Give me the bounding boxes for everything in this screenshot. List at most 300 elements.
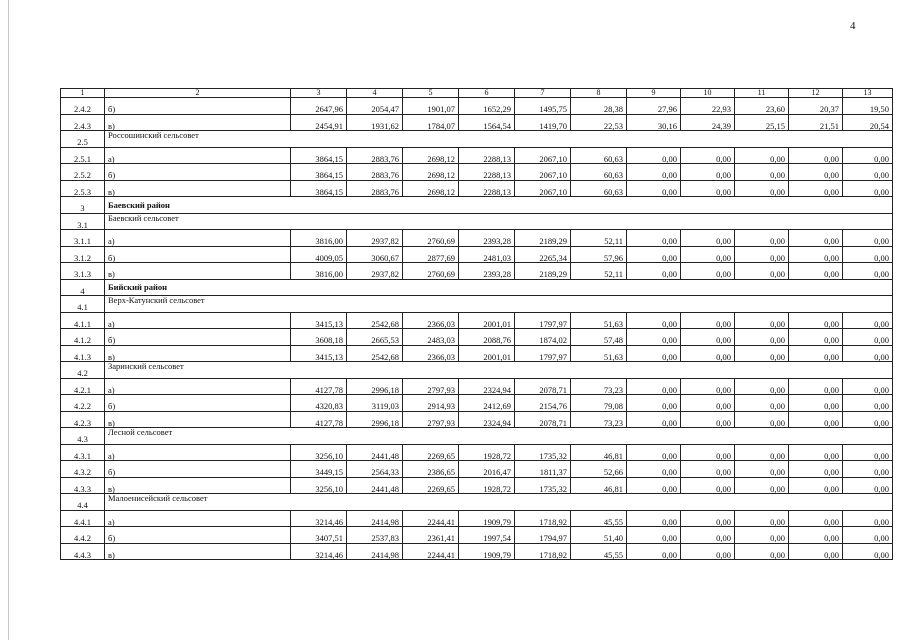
row-variant: а) [105, 147, 291, 164]
table-row [61, 246, 893, 263]
council-title: Верх-Катунский сельсовет [105, 296, 893, 313]
value-cell: 60,63 [571, 164, 627, 181]
value-cell: 0,00 [627, 378, 681, 395]
row-code: 4.3.1 [61, 444, 105, 461]
value-cell: 52,66 [571, 461, 627, 478]
value-cell: 0,00 [735, 164, 789, 181]
value-cell: 1718,92 [515, 510, 571, 527]
value-cell: 0,00 [843, 164, 893, 181]
value-cell: 3119,03 [347, 395, 403, 412]
row-variant: б) [105, 395, 291, 412]
table-row [61, 329, 893, 346]
value-cell: 2288,13 [459, 180, 515, 197]
value-cell: 0,00 [843, 461, 893, 478]
row-code: 3.1 [61, 213, 105, 230]
value-cell: 2324,94 [459, 411, 515, 428]
row-code: 2.5.2 [61, 164, 105, 181]
value-cell: 0,00 [735, 263, 789, 280]
value-cell: 3864,15 [291, 180, 347, 197]
value-cell: 2760,69 [403, 263, 459, 280]
council-heading-row [61, 428, 893, 445]
district-heading-row [61, 197, 893, 214]
value-cell: 0,00 [843, 543, 893, 560]
table-row [61, 230, 893, 247]
table-row [61, 444, 893, 461]
value-cell: 1564,54 [459, 114, 515, 131]
value-cell: 0,00 [627, 477, 681, 494]
row-code: 2.5.1 [61, 147, 105, 164]
district-title: Бийский район [105, 279, 893, 296]
value-cell: 0,00 [681, 329, 735, 346]
value-cell: 2542,68 [347, 312, 403, 329]
value-cell: 1909,79 [459, 510, 515, 527]
row-code: 2.4.2 [61, 98, 105, 115]
value-cell: 2797,93 [403, 411, 459, 428]
value-cell: 1901,07 [403, 98, 459, 115]
row-code: 4.1.1 [61, 312, 105, 329]
value-cell: 28,38 [571, 98, 627, 115]
value-cell: 2244,41 [403, 543, 459, 560]
value-cell: 0,00 [843, 180, 893, 197]
value-cell: 0,00 [789, 230, 843, 247]
column-number-2: 2 [105, 89, 291, 98]
row-code: 4.2 [61, 362, 105, 379]
value-cell: 0,00 [843, 444, 893, 461]
value-cell: 0,00 [789, 461, 843, 478]
value-cell: 2564,33 [347, 461, 403, 478]
value-cell: 0,00 [735, 312, 789, 329]
value-cell: 2937,82 [347, 230, 403, 247]
value-cell: 46,81 [571, 444, 627, 461]
row-code: 4.1.3 [61, 345, 105, 362]
column-number-11: 11 [735, 89, 789, 98]
value-cell: 0,00 [735, 147, 789, 164]
value-cell: 2483,03 [403, 329, 459, 346]
value-cell: 0,00 [789, 543, 843, 560]
row-variant: в) [105, 263, 291, 280]
table-row [61, 180, 893, 197]
table-row [61, 147, 893, 164]
value-cell: 1928,72 [459, 444, 515, 461]
value-cell: 51,63 [571, 345, 627, 362]
table-row [61, 378, 893, 395]
value-cell: 1797,97 [515, 345, 571, 362]
value-cell: 0,00 [627, 543, 681, 560]
value-cell: 2393,28 [459, 263, 515, 280]
value-cell: 1997,54 [459, 527, 515, 544]
row-code: 4 [61, 279, 105, 296]
value-cell: 0,00 [681, 164, 735, 181]
row-variant: б) [105, 329, 291, 346]
column-number-9: 9 [627, 89, 681, 98]
value-cell: 1928,72 [459, 477, 515, 494]
value-cell: 0,00 [843, 230, 893, 247]
value-cell: 2797,93 [403, 378, 459, 395]
value-cell: 0,00 [735, 444, 789, 461]
district-heading-row [61, 279, 893, 296]
value-cell: 73,23 [571, 378, 627, 395]
value-cell: 25,15 [735, 114, 789, 131]
value-cell: 3256,10 [291, 444, 347, 461]
value-cell: 1735,32 [515, 444, 571, 461]
value-cell: 2078,71 [515, 411, 571, 428]
table-row [61, 461, 893, 478]
row-variant: а) [105, 230, 291, 247]
value-cell: 0,00 [789, 527, 843, 544]
value-cell: 3214,46 [291, 510, 347, 527]
row-code: 4.4.2 [61, 527, 105, 544]
table-row [61, 164, 893, 181]
column-number-1: 1 [61, 89, 105, 98]
value-cell: 2441,48 [347, 477, 403, 494]
value-cell: 2412,69 [459, 395, 515, 412]
value-cell: 0,00 [789, 164, 843, 181]
table-row [61, 98, 893, 115]
row-variant: в) [105, 411, 291, 428]
table-row [61, 114, 893, 131]
value-cell: 2441,48 [347, 444, 403, 461]
value-cell: 2883,76 [347, 164, 403, 181]
row-code: 4.4.3 [61, 543, 105, 560]
value-cell: 0,00 [735, 543, 789, 560]
value-cell: 0,00 [789, 312, 843, 329]
row-code: 4.4 [61, 494, 105, 511]
column-number-row [61, 89, 893, 98]
council-title: Малоенисейский сельсовет [105, 494, 893, 511]
value-cell: 0,00 [843, 147, 893, 164]
value-cell: 2454,91 [291, 114, 347, 131]
row-code: 3 [61, 197, 105, 214]
value-cell: 0,00 [843, 246, 893, 263]
value-cell: 2189,29 [515, 230, 571, 247]
value-cell: 3864,15 [291, 147, 347, 164]
table-row [61, 395, 893, 412]
value-cell: 1652,29 [459, 98, 515, 115]
value-cell: 0,00 [681, 395, 735, 412]
value-cell: 0,00 [681, 477, 735, 494]
value-cell: 0,00 [735, 180, 789, 197]
row-variant: в) [105, 180, 291, 197]
council-heading-row [61, 296, 893, 313]
value-cell: 2883,76 [347, 147, 403, 164]
value-cell: 3407,51 [291, 527, 347, 544]
value-cell: 2914,93 [403, 395, 459, 412]
value-cell: 0,00 [681, 444, 735, 461]
value-cell: 46,81 [571, 477, 627, 494]
value-cell: 0,00 [627, 147, 681, 164]
value-cell: 0,00 [627, 312, 681, 329]
column-number-12: 12 [789, 89, 843, 98]
value-cell: 0,00 [681, 147, 735, 164]
tariff-table [60, 88, 893, 560]
value-cell: 1931,62 [347, 114, 403, 131]
value-cell: 0,00 [843, 510, 893, 527]
value-cell: 20,54 [843, 114, 893, 131]
value-cell: 60,63 [571, 180, 627, 197]
council-heading-row [61, 213, 893, 230]
value-cell: 1909,79 [459, 543, 515, 560]
value-cell: 3864,15 [291, 164, 347, 181]
value-cell: 2665,53 [347, 329, 403, 346]
value-cell: 45,55 [571, 510, 627, 527]
value-cell: 24,39 [681, 114, 735, 131]
value-cell: 2001,01 [459, 312, 515, 329]
value-cell: 0,00 [627, 164, 681, 181]
value-cell: 0,00 [735, 329, 789, 346]
value-cell: 1735,32 [515, 477, 571, 494]
value-cell: 0,00 [843, 312, 893, 329]
value-cell: 0,00 [627, 395, 681, 412]
value-cell: 2265,34 [515, 246, 571, 263]
value-cell: 0,00 [789, 263, 843, 280]
column-number-8: 8 [571, 89, 627, 98]
row-code: 3.1.2 [61, 246, 105, 263]
value-cell: 2877,69 [403, 246, 459, 263]
value-cell: 4127,78 [291, 411, 347, 428]
council-heading-row [61, 131, 893, 148]
value-cell: 0,00 [735, 477, 789, 494]
table-row [61, 527, 893, 544]
value-cell: 22,53 [571, 114, 627, 131]
value-cell: 1797,97 [515, 312, 571, 329]
value-cell: 2078,71 [515, 378, 571, 395]
value-cell: 2288,13 [459, 164, 515, 181]
value-cell: 0,00 [789, 147, 843, 164]
value-cell: 0,00 [789, 395, 843, 412]
value-cell: 2366,03 [403, 312, 459, 329]
table-row [61, 543, 893, 560]
row-variant: а) [105, 444, 291, 461]
value-cell: 0,00 [627, 444, 681, 461]
row-variant: в) [105, 345, 291, 362]
value-cell: 0,00 [735, 246, 789, 263]
value-cell: 23,60 [735, 98, 789, 115]
value-cell: 2088,76 [459, 329, 515, 346]
council-heading-row [61, 362, 893, 379]
value-cell: 52,11 [571, 263, 627, 280]
value-cell: 0,00 [735, 395, 789, 412]
value-cell: 0,00 [681, 543, 735, 560]
value-cell: 0,00 [627, 411, 681, 428]
value-cell: 0,00 [789, 444, 843, 461]
value-cell: 0,00 [681, 510, 735, 527]
row-variant: б) [105, 164, 291, 181]
value-cell: 2698,12 [403, 180, 459, 197]
value-cell: 0,00 [681, 312, 735, 329]
value-cell: 0,00 [627, 329, 681, 346]
value-cell: 2698,12 [403, 147, 459, 164]
value-cell: 0,00 [789, 378, 843, 395]
row-code: 4.3 [61, 428, 105, 445]
row-variant: в) [105, 543, 291, 560]
row-code: 4.3.2 [61, 461, 105, 478]
row-code: 2.4.3 [61, 114, 105, 131]
value-cell: 0,00 [789, 477, 843, 494]
value-cell: 2361,41 [403, 527, 459, 544]
value-cell: 73,23 [571, 411, 627, 428]
value-cell: 2937,82 [347, 263, 403, 280]
value-cell: 0,00 [843, 263, 893, 280]
value-cell: 0,00 [627, 510, 681, 527]
row-code: 3.1.1 [61, 230, 105, 247]
value-cell: 0,00 [681, 230, 735, 247]
value-cell: 0,00 [789, 411, 843, 428]
value-cell: 0,00 [627, 461, 681, 478]
value-cell: 0,00 [789, 345, 843, 362]
value-cell: 2001,01 [459, 345, 515, 362]
council-heading-row [61, 494, 893, 511]
value-cell: 0,00 [681, 411, 735, 428]
row-code: 2.5.3 [61, 180, 105, 197]
value-cell: 45,55 [571, 543, 627, 560]
table-row [61, 477, 893, 494]
value-cell: 57,96 [571, 246, 627, 263]
table-row [61, 510, 893, 527]
row-code: 4.1 [61, 296, 105, 313]
row-code: 4.2.1 [61, 378, 105, 395]
value-cell: 0,00 [843, 329, 893, 346]
row-variant: б) [105, 461, 291, 478]
value-cell: 2386,65 [403, 461, 459, 478]
value-cell: 0,00 [627, 345, 681, 362]
value-cell: 4009,05 [291, 246, 347, 263]
row-variant: а) [105, 312, 291, 329]
value-cell: 0,00 [627, 263, 681, 280]
value-cell: 2067,10 [515, 164, 571, 181]
value-cell: 2393,28 [459, 230, 515, 247]
value-cell: 57,48 [571, 329, 627, 346]
column-number-10: 10 [681, 89, 735, 98]
value-cell: 0,00 [681, 345, 735, 362]
value-cell: 3816,00 [291, 263, 347, 280]
value-cell: 0,00 [735, 461, 789, 478]
value-cell: 2016,47 [459, 461, 515, 478]
column-number-4: 4 [347, 89, 403, 98]
value-cell: 2996,18 [347, 378, 403, 395]
value-cell: 3608,18 [291, 329, 347, 346]
value-cell: 2883,76 [347, 180, 403, 197]
value-cell: 1419,70 [515, 114, 571, 131]
value-cell: 4320,83 [291, 395, 347, 412]
value-cell: 3214,46 [291, 543, 347, 560]
value-cell: 2054,47 [347, 98, 403, 115]
value-cell: 0,00 [789, 329, 843, 346]
value-cell: 3415,13 [291, 345, 347, 362]
value-cell: 79,08 [571, 395, 627, 412]
value-cell: 2647,96 [291, 98, 347, 115]
value-cell: 1811,37 [515, 461, 571, 478]
council-title: Заринский сельсовет [105, 362, 893, 379]
row-variant: в) [105, 477, 291, 494]
row-code: 4.2.3 [61, 411, 105, 428]
page-left-border [8, 0, 9, 640]
value-cell: 0,00 [627, 180, 681, 197]
table-row [61, 345, 893, 362]
row-code: 3.1.3 [61, 263, 105, 280]
value-cell: 0,00 [681, 527, 735, 544]
value-cell: 0,00 [681, 180, 735, 197]
value-cell: 4127,78 [291, 378, 347, 395]
value-cell: 0,00 [735, 230, 789, 247]
value-cell: 2414,98 [347, 510, 403, 527]
value-cell: 1495,75 [515, 98, 571, 115]
value-cell: 0,00 [627, 230, 681, 247]
value-cell: 0,00 [627, 527, 681, 544]
value-cell: 3415,13 [291, 312, 347, 329]
value-cell: 1794,97 [515, 527, 571, 544]
value-cell: 2698,12 [403, 164, 459, 181]
value-cell: 30,16 [627, 114, 681, 131]
value-cell: 0,00 [627, 246, 681, 263]
value-cell: 51,40 [571, 527, 627, 544]
value-cell: 60,63 [571, 147, 627, 164]
value-cell: 3256,10 [291, 477, 347, 494]
value-cell: 2189,29 [515, 263, 571, 280]
value-cell: 2244,41 [403, 510, 459, 527]
value-cell: 0,00 [843, 411, 893, 428]
row-variant: б) [105, 527, 291, 544]
value-cell: 0,00 [681, 263, 735, 280]
row-code: 4.4.1 [61, 510, 105, 527]
value-cell: 0,00 [735, 345, 789, 362]
row-code: 4.2.2 [61, 395, 105, 412]
value-cell: 0,00 [843, 378, 893, 395]
value-cell: 1718,92 [515, 543, 571, 560]
value-cell: 1784,07 [403, 114, 459, 131]
value-cell: 2760,69 [403, 230, 459, 247]
value-cell: 2542,68 [347, 345, 403, 362]
council-title: Россошинский сельсовет [105, 131, 893, 148]
value-cell: 2414,98 [347, 543, 403, 560]
value-cell: 0,00 [735, 510, 789, 527]
value-cell: 2996,18 [347, 411, 403, 428]
value-cell: 27,96 [627, 98, 681, 115]
value-cell: 20,37 [789, 98, 843, 115]
value-cell: 3060,67 [347, 246, 403, 263]
value-cell: 0,00 [843, 527, 893, 544]
value-cell: 0,00 [843, 477, 893, 494]
row-code: 2.5 [61, 131, 105, 148]
value-cell: 51,63 [571, 312, 627, 329]
value-cell: 0,00 [789, 180, 843, 197]
column-number-6: 6 [459, 89, 515, 98]
value-cell: 2288,13 [459, 147, 515, 164]
value-cell: 2067,10 [515, 147, 571, 164]
value-cell: 0,00 [681, 461, 735, 478]
value-cell: 3816,00 [291, 230, 347, 247]
row-variant: б) [105, 98, 291, 115]
value-cell: 2269,65 [403, 444, 459, 461]
value-cell: 1874,02 [515, 329, 571, 346]
value-cell: 2067,10 [515, 180, 571, 197]
value-cell: 0,00 [735, 378, 789, 395]
value-cell: 21,51 [789, 114, 843, 131]
column-number-3: 3 [291, 89, 347, 98]
row-code: 4.3.3 [61, 477, 105, 494]
value-cell: 0,00 [789, 510, 843, 527]
value-cell: 2269,65 [403, 477, 459, 494]
value-cell: 0,00 [735, 527, 789, 544]
value-cell: 2366,03 [403, 345, 459, 362]
value-cell: 2324,94 [459, 378, 515, 395]
column-number-5: 5 [403, 89, 459, 98]
column-number-13: 13 [843, 89, 893, 98]
value-cell: 3449,15 [291, 461, 347, 478]
value-cell: 0,00 [681, 378, 735, 395]
row-variant: а) [105, 378, 291, 395]
column-number-7: 7 [515, 89, 571, 98]
value-cell: 2481,03 [459, 246, 515, 263]
